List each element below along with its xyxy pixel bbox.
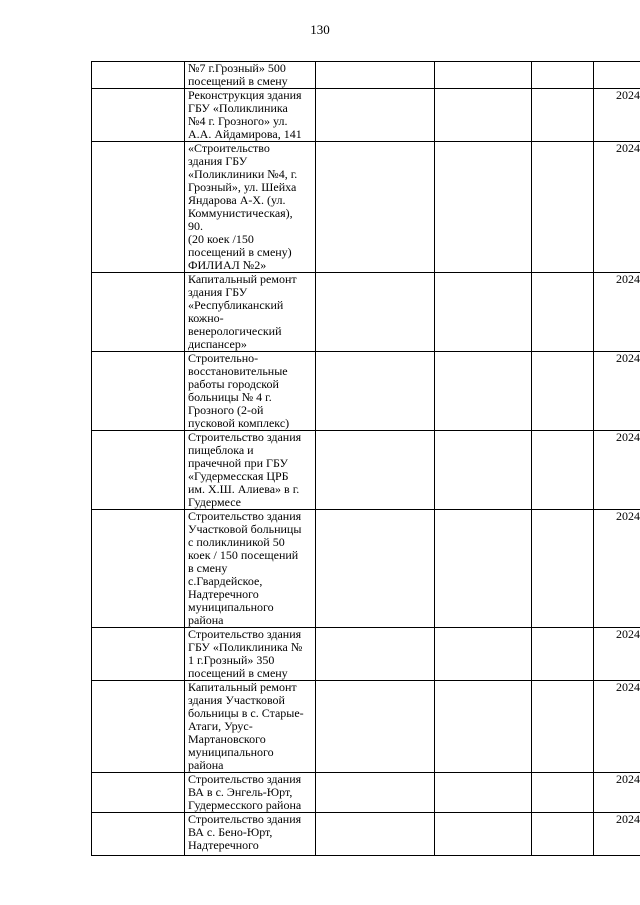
year-cell: 2024 [594,89,640,142]
project-name-cell: Строительство здания ВА в с. Энгель-Юрт, Гудермесского района [185,773,316,813]
project-name-cell: Реконструкция здания ГБУ «Поликлиника №4 г. Грозного» ул. А.А. Айдамирова, 141 [185,89,316,142]
table-cell-empty [316,142,435,273]
table-cell-empty [532,89,594,142]
table-cell-empty [435,681,532,773]
table-row [92,89,640,142]
table-cell-empty [435,273,532,352]
table-cell-empty [92,431,185,510]
table-cell-empty [316,352,435,431]
table-cell-empty [532,142,594,273]
table-cell-empty [316,628,435,681]
project-name-cell: Строительство здания Участковой больницы с поликлиникой 50 коек / 150 посещений в смену с.Гвардейское, Надтеречного муниципального района [185,510,316,628]
table-cell-empty [435,628,532,681]
table-cell-empty [92,62,185,89]
table-cell-empty [92,89,185,142]
table-cell-empty [532,628,594,681]
table-cell-empty [435,773,532,813]
table-cell-empty [316,431,435,510]
project-name-cell: Строительство здания ГБУ «Поликлиника № 1 г.Грозный» 350 посещений в смену [185,628,316,681]
project-name-cell: №7 г.Грозный» 500 посещений в смену [185,62,316,89]
table-row [92,62,640,89]
table-row [92,773,640,813]
page-number: 130 [310,22,330,37]
project-name-cell: Капитальный ремонт здания ГБУ «Республиканский кожно- венерологический диспансер» [185,273,316,352]
table-row [92,681,640,773]
table-row [92,431,640,510]
year-cell: 2024 [594,431,640,510]
project-name-cell: Капитальный ремонт здания Участковой больницы в с. Старые- Атаги, Урус- Мартановского муниципального района [185,681,316,773]
table-row [92,628,640,681]
table-row [92,352,640,431]
table-cell-empty [316,62,435,89]
table-cell-empty [435,813,532,856]
year-cell: 2024 [594,628,640,681]
table-cell-empty [435,431,532,510]
table-cell-empty [435,89,532,142]
project-name-cell: Строительство здания ВА с. Бено-Юрт, Надтеречного [185,813,316,856]
table-cell-empty [316,89,435,142]
table-cell-empty [316,273,435,352]
table-cell-empty [316,510,435,628]
table-cell-empty [532,62,594,89]
table-cell-empty [532,813,594,856]
year-cell: 2024 [594,681,640,773]
project-name-cell: Строительство здания пищеблока и прачечной при ГБУ «Гудермесская ЦРБ им. Х.Ш. Алиева» в г. Гудермесе [185,431,316,510]
year-cell: 2024 [594,352,640,431]
year-cell [594,62,640,89]
table-cell-empty [92,813,185,856]
table-cell-empty [92,773,185,813]
table-cell-empty [435,510,532,628]
table-cell-empty [532,273,594,352]
year-cell: 2024 [594,773,640,813]
table-cell-empty [92,142,185,273]
projects-table [91,61,640,856]
table-cell-empty [532,431,594,510]
table-cell-empty [532,352,594,431]
table-cell-empty [316,773,435,813]
table-cell-empty [316,813,435,856]
table-row [92,142,640,273]
table-cell-empty [316,681,435,773]
table-cell-empty [435,62,532,89]
table-row [92,510,640,628]
project-name-cell: «Строительство здания ГБУ «Поликлиники №4, г. Грозный», ул. Шейха Яндарова А-Х. (ул. Коммунистическая), 90. (20 коек /150 посещений в смену) ФИЛИАЛ №2» [185,142,316,273]
year-cell: 2024 [594,813,640,856]
table-cell-empty [435,352,532,431]
table-cell-empty [92,510,185,628]
year-cell: 2024 [594,510,640,628]
table-cell-empty [92,681,185,773]
year-cell: 2024 [594,142,640,273]
project-name-cell: Строительно- восстановительные работы городской больницы № 4 г. Грозного (2-ой пусковой комплекс) [185,352,316,431]
table-row [92,273,640,352]
table-cell-empty [532,681,594,773]
table-cell-empty [92,628,185,681]
year-cell: 2024 [594,273,640,352]
table-cell-empty [435,142,532,273]
table-cell-empty [532,510,594,628]
table-cell-empty [532,773,594,813]
table-row [92,813,640,856]
table-cell-empty [92,352,185,431]
table-cell-empty [92,273,185,352]
